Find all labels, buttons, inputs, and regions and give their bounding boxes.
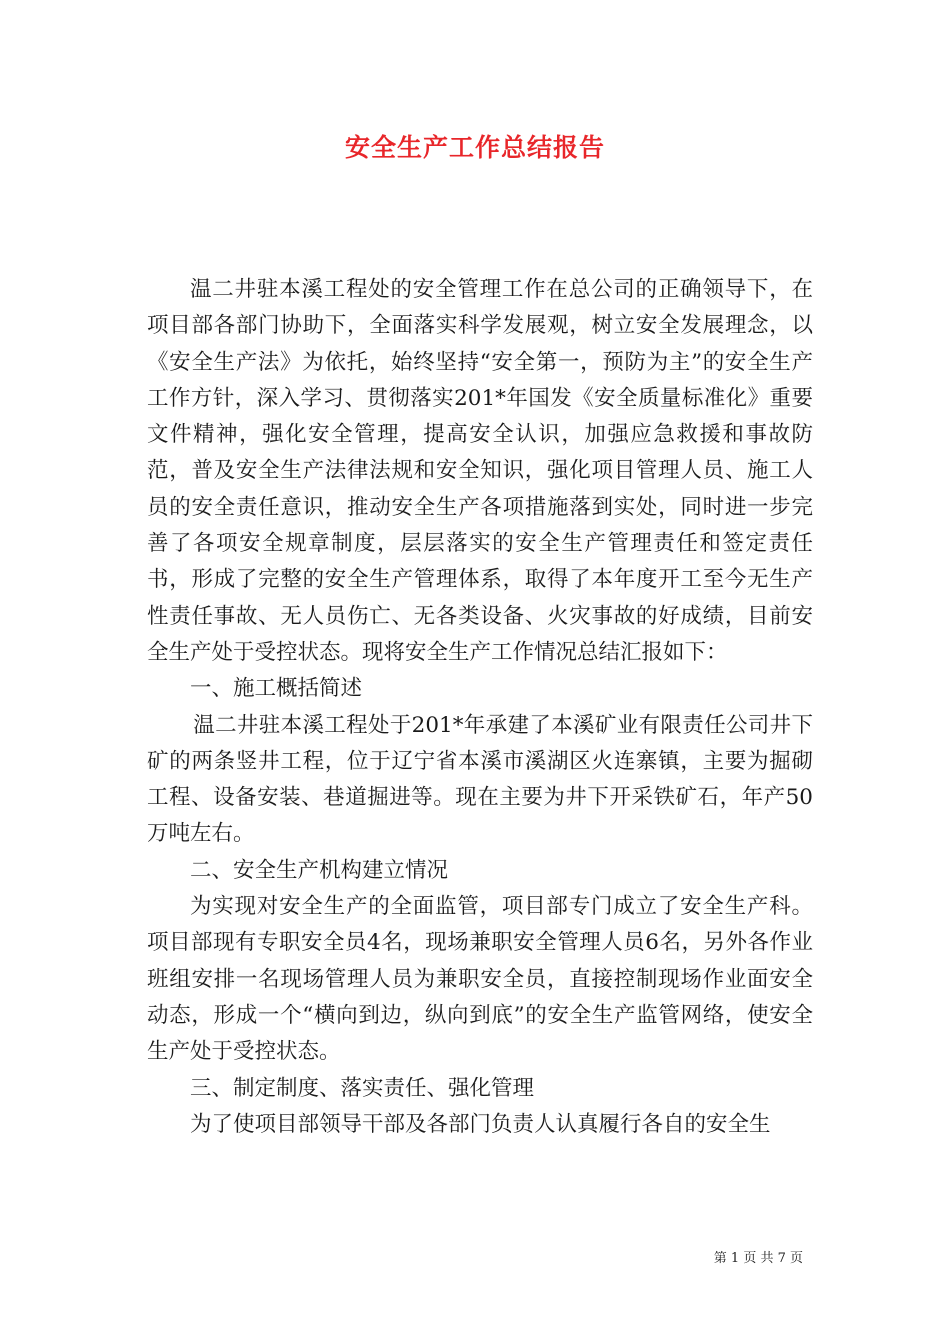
- paragraph-intro: 温二井驻本溪工程处的安全管理工作在总公司的正确领导下，在项目部各部门协助下，全面落实科学发展观，树立安全发展理念，以《安全生产法》为依托，始终坚持“安全第一，预防为主”的安全生产工作方针，深入学习、贯彻落实201*年国发《安全质量标准化》重要文件精神，强化安全管理，提高安全认识，加强应急救援和事故防范，普及安全生产法律法规和安全知识，强化项目管理人员、施工人员的安全责任意识，推动安全生产各项措施落到实处，同时进一步完善了各项安全规章制度，层层落实的安全生产管理责任和签定责任书，形成了完整的安全生产管理体系，取得了本年度开工至今无生产性责任事故、无人员伤亡、无各类设备、火灾事故的好成绩，目前安全生产处于受控状态。现将安全生产工作情况总结汇报如下：: [147, 277, 813, 665]
- heading-section-3: 三、制定制度、落实责任、强化管理: [190, 1075, 535, 1101]
- document-title: 安全生产工作总结报告: [344, 133, 605, 162]
- paragraph-section-2: 为实现对安全生产的全面监管，项目部专门成立了安全生产科。项目部现有专职安全员4名，现场兼职安全管理人员6名，另外各作业班组安排一名现场管理人员为兼职安全员，直接控制现场作业面安全动态，形成一个“横向到边，纵向到底”的安全生产监管网络，使安全生产处于受控状态。: [147, 894, 813, 1065]
- heading-section-2: 二、安全生产机构建立情况: [190, 857, 449, 883]
- paragraph-section-1: 温二井驻本溪工程处于201*年承建了本溪矿业有限责任公司井下矿的两条竖井工程，位于辽宁省本溪市溪湖区火连寨镇，主要为掘砌工程、设备安装、巷道掘进等。现在主要为井下开采铁矿石，年产50万吨左右。: [147, 712, 813, 847]
- heading-section-1: 一、施工概括简述: [190, 676, 363, 702]
- document-body: [147, 272, 813, 1143]
- page-number-footer: 第 1 页 共 7 页: [713, 1251, 803, 1266]
- paragraph-section-3: 为了使项目部领导干部及各部门负责人认真履行各自的安全生: [190, 1111, 771, 1137]
